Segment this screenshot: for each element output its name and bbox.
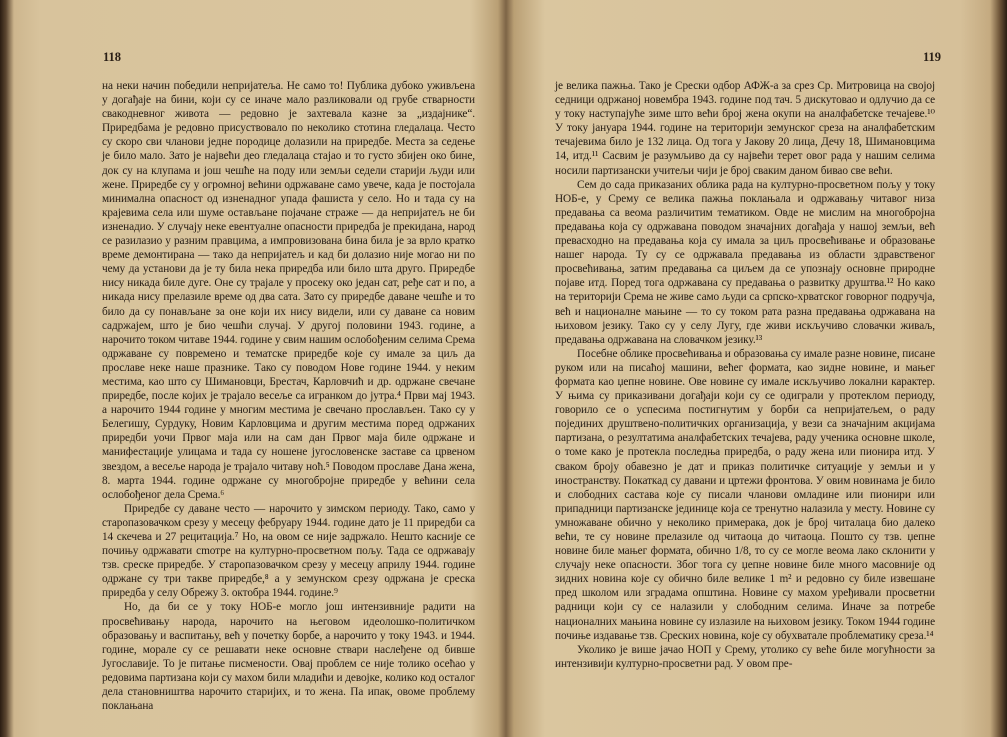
paragraph: је велика пажња. Тако је Срески одбор АФЖ-а за срез Ср. Митровица на својој седници одржаној новембра 1943. године под тач. 5 дискутовао и одлучио да се у току наступајуће зиме што већи број жена окупи на аналфабетске течајеве.¹⁰ У току јануара 1944. године на територији земунског среза на аналфабетским течајевима било је 132 лица. Од тога у Јакову 20 лица, Дечу 18, Шимановцима 14, итд.¹¹ Сасвим је разумљиво да су највећи терет овог рада у нашим селима носили партизански учитељи чији је број сваким даном бивао све већи.: [555, 80, 935, 177]
page-text: [555, 79, 935, 671]
paragraph: Сем до сада приказаних облика рада на културно-просветном пољу у току НОБ-е, у Срему се велика пажња поклањала и одржавању читавог низа предавања са веома различитим тематиком. Овде не мислим на многобројна предавања која су одржавана поводом значајних догађаја у нашој земљи, већ превасходно на предавања која су имала за циљ просвећивање и образовање нашег народа. Ту су се одржавала предавања из области здравственог просвећивања, затим предавања са циљем да се упознају основне природне појаве итд. Поред тога одржавана су предавања о развитку друштва.¹² Но како на територији Срема не живе само људи са српско-хрватског говорног подручја, већ и националне мањине — то су током рата разна предавања одржавана на њиховом језику. Тако су у селу Лугу, где живи искључиво словачки живаљ, предавања одржавана на словачком језику.¹³: [555, 178, 935, 346]
left-page: [0, 0, 503, 737]
right-page: [507, 0, 1007, 737]
paragraph: Уколико је више јачао НОП у Срему, утолико су веће биле могућности за интензивији културно-просветни рад. У овом пре-: [555, 643, 935, 670]
paragraph: Посебне облике просвећивања и образовања су имале разне новине, писане руком или на писаћој машини, већег формата, као зидне новине, и мањег формата као џепне новине. Ове новине су имале искључиво локални карактер. У њима су приказивани догађаји који су се одигрaли у протеклом периоду, говорило се о успесима постигнутим у борби са непријатељем, о раду појединих друштвено-политичких организација, у вези са значајним акцијама партизана, о резултатима аналфабетских течајева, раду ученика основне школе, о томе како је протекла последња приредба, о раду жена или пионира итд. У сваком броју обавезно је дат и приказ политичке ситуације у земљи и у иностранству. Покаткад су давани и цртежи фронтова. У овим новинама је било и слободних састава које су писали чланови омладине или пионири или припадници партизанске јединице која се тренутно налазила у месту. Новине су умножаване обично у неколико примерака, док је број читалаца био далеко већи, те су новине прелазиле од читаоца до читаоца. Пошто су тзв. џепне новине биле мањег формата, обично 1/8, то су се могле веома лако склонити у случају неке опасности. Због тога су џепне новине биле много масовније од зидних новина које су обично биле велике 1 m² и редовно су биле извешане пред школом или зградама општина. Новине су махом уређивали просветни радници који су се налазили у слободним селима. Иначе за потребе националних мањина новине су излазиле на њиховом језику. Током 1944 године почиње издавање тзв. Срeских новина, које су обухватале проблематику среза.¹⁴: [555, 347, 935, 642]
paragraph: на неки начин победили непријатеља. Не само то! Публика дубоко уживљена у догађаје на бини, који су се иначе мало разликовали од грубе стварности свакодневног живота — редовно је захтевала казне за „издајнике“. Приредбама је редовно присуствовало по неколико стотина гледалаца. Често су скоро сви чланови једне породице долазили на приредбе. Места за седење је било мало. Зато је највећи део гледалаца стајао и то густо збијен око бине, док су на клупама и још чешће на поду или земљи седели старији људи или жене. Приредбе су у огромној већини одржаване само увече, када је постојала минимална опасност од изненадног упада фашиста у село. Но и тада су на крајевима села или шуме остављане појачане страже — да непријатељ не би изненадио. У случају неке евентуалне опасности приредба је прекидана, народ се разилазио у разним правцима, а импровизована бина била је за врло кратко време демонтирана — тако да непријатељ и кад би долазио није могао ни по чему да установи да је ту била нека приредба или било шта друго. Приредбе нису никада биле дуге. Оне су трајале у просеку око један сат, ређе сат и по, а никада нису прелазиле време од два сата. Зато су приредбе даване чешће и то било да су понављане за оне који их нису видели, или су даване са новим садржајем, што је био чешћи случај. У другој половини 1943. године, а нарочито током читаве 1944. године у свим нашим ослобођеним селима Срема одржаване су повремено и тематске приредбе које су имале за циљ да прославе неке наше празнике. Тако су поводом Нове године 1944. у неким местима, као што су Шимановци, Брестач, Карловчић и др. одржане свечане приредбе, после којих је трајало весеље са игранком до јутра.⁴ Први мај 1943. а нарочито 1944 године у многим местима је свечано прослављен. Тако су у Белегишу, Сурдуку, Новим Карловцима и другим местима поред одржаних приредби уочи Првог маја или на сам дан Првог маја биле одржане и манифестације улицама и тада су ношене југословенске заставе са црвеном звездом, а весеље народа је трајало читаву ноћ.⁵ Поводом прославе Дана жена, 8. марта 1944. године одржане су многобројне приредбе у већини села ослобођеног дела Срема.⁶: [102, 80, 475, 501]
paragraph: Но, да би се у току НОБ-е могло још интензивније радити на просвећивању народа, нарочито на његовом идеолошко-политичком образовању и васпитању, већ у почетку борбе, а нарочито у току 1943. и 1944. године, морале су се решавати неке основне ствари наслеђене од бивше Југославије. То је питање писмености. Овај проблем се није толико осећао у редовима партизана који су махом били младићи и девојке, колико код осталог дела становништва нарочито старијих, и то жена. Па ипак, овоме проблему поклањана: [102, 601, 475, 713]
page-number: 118: [103, 50, 122, 64]
page-text: [102, 79, 475, 713]
paragraph: Приредбе су даване често — нарочито у зимском периоду. Тако, само у старопазовачком срезу у месецу фебруару 1944. године дато је 11 приредби са 14 скечева и 27 рецитација.⁷ Но, на овом се није задржало. Нешто касније се почињу одржавати сmотре на културно-просветном пољу. Тада се одржавају тзв. среске приредбе. У старопазовачком срезу у месецу априлу 1944. године одржане су три такве приредбе,⁸ а у земунском срезу одржана је среска приредба у селу Обрежу 3. октобра 1944. године.⁹: [102, 502, 475, 600]
page-number: 119: [923, 50, 942, 64]
